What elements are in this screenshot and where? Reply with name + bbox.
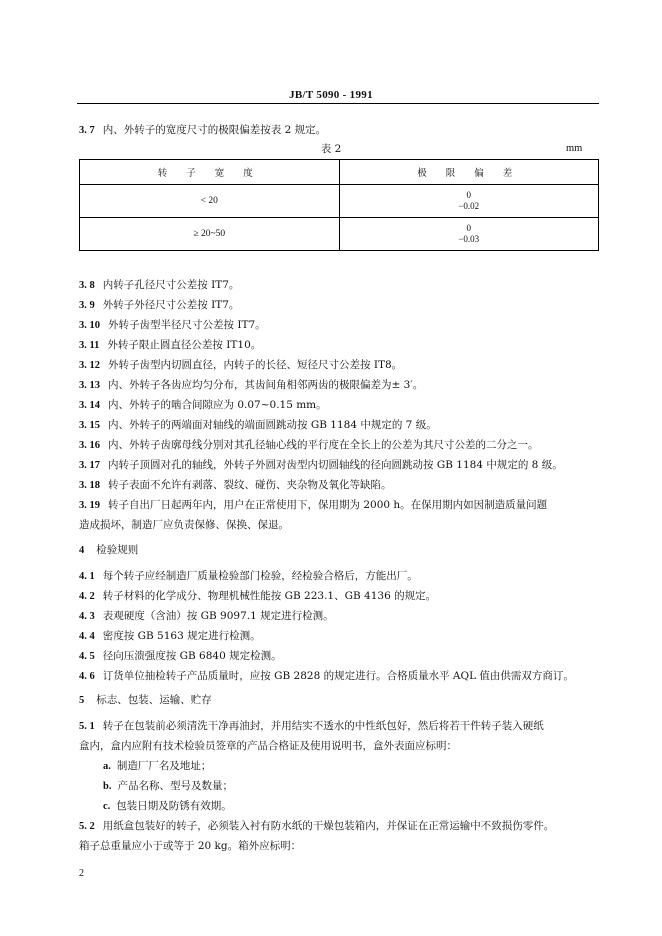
clause-5-1	[79, 719, 601, 734]
clause-number: 4. 4	[79, 631, 95, 642]
clause-number: 3. 13	[79, 380, 100, 391]
table-header-row	[80, 160, 599, 185]
clause-5-2-continued	[79, 839, 601, 853]
list-item	[103, 799, 625, 814]
item-text: 包装日期及防锈有效期。	[116, 800, 232, 812]
clause-text: 内、外转子齿廓母线分别对其孔径轴心线的平行度在全长上的公差为其尺寸公差的二分之一。	[108, 439, 539, 451]
clause-text: 订货单位抽检转子产品质量时，应按 GB 2828 的规定进行。合格质量水平 AQL 值由供需双方商订。	[102, 670, 574, 682]
clause-text: 转子表面不允许有剥落、裂纹、碰伤、夹杂物及氧化等缺陷。	[108, 479, 392, 491]
clause-3-15	[79, 418, 601, 433]
lower-deviation: −0.03	[458, 234, 480, 244]
lower-deviation: −0.02	[458, 201, 480, 211]
cell-deviation	[339, 185, 599, 218]
page-number: 2	[79, 868, 84, 879]
clause-number: 3. 9	[79, 300, 95, 311]
clause-text: 转子材料的化学成分、物理机械性能按 GB 223.1、GB 4136 的规定。	[102, 590, 437, 602]
section-number: 4	[79, 545, 85, 556]
clause-text: 造成损坏，制造厂应负责保修、保换、保退。	[79, 519, 289, 531]
table-unit: mm	[566, 143, 583, 154]
item-marker: c.	[103, 801, 111, 812]
clause-number: 5. 1	[79, 721, 95, 732]
clause-text: 表观硬度（含油）按 GB 9097.1 规定进行检测。	[102, 610, 334, 622]
clause-3-10	[79, 318, 601, 333]
item-marker: b.	[103, 781, 112, 792]
clause-text: 用纸盒包装好的转子，必须装入衬有防水纸的干燥包装箱内，并保证在正常运输中不致损伤零件。	[102, 820, 555, 832]
item-text: 产品名称、型号及数量；	[117, 780, 233, 792]
clause-text: 外转子齿型半径尺寸公差按 IT7。	[108, 319, 266, 331]
clause-number: 3. 19	[79, 500, 100, 511]
upper-deviation: 0	[466, 223, 471, 233]
clause-3-8	[79, 278, 601, 293]
clause-text: 每个转子应经制造厂质量检验部门检验，经检验合格后，方能出厂。	[102, 570, 418, 582]
clause-text: 箱子总重量应小于或等于 20 kg。箱外应标明：	[79, 840, 302, 852]
clause-number: 5. 2	[79, 821, 95, 832]
list-item	[103, 779, 625, 794]
header-limit-deviation: 极 限 偏 差	[339, 160, 599, 185]
clause-text: 转子在包装前必须清洗干净再油封，并用结实不透水的中性纸包好，然后将若干件转子装入硬纸	[102, 720, 544, 732]
clause-text: 密度按 GB 5163 规定进行检测。	[102, 630, 261, 642]
cell-width: < 20	[80, 185, 340, 218]
clause-5-1-continued	[79, 739, 601, 753]
clause-3-16	[79, 438, 601, 453]
clause-3-18	[79, 478, 601, 493]
clause-number: 4. 1	[79, 571, 95, 582]
cell-deviation	[339, 218, 599, 251]
clause-text: 内、外转子各齿应均匀分布，其齿间角相邻两齿的极限偏差为± 3′。	[108, 379, 424, 391]
table-caption: 表 2	[320, 143, 342, 155]
clause-number: 3. 14	[79, 400, 100, 411]
clause-4-2	[79, 589, 601, 604]
item-text: 制造厂厂名及地址；	[116, 760, 212, 772]
header-rotor-width: 转 子 宽 度	[80, 160, 340, 185]
clause-text: 内转子孔径尺寸公差按 IT7。	[102, 279, 240, 291]
clause-number: 3. 18	[79, 480, 100, 491]
clause-3-9	[79, 298, 601, 313]
clause-number: 4. 3	[79, 611, 95, 622]
clause-number: 3. 16	[79, 440, 100, 451]
clause-number: 3. 10	[79, 320, 100, 331]
clause-text: 径向压溃强度按 GB 6840 规定检测。	[102, 650, 282, 662]
clause-number: 4. 2	[79, 591, 95, 602]
clause-text: 外转子限止圆直径公差按 IT10。	[107, 339, 262, 351]
tolerance-table	[79, 159, 599, 251]
clause-3-13	[79, 378, 601, 393]
table-row	[80, 185, 599, 218]
clause-4-1	[79, 569, 601, 584]
clause-3-14	[79, 398, 601, 413]
clause-number: 3. 8	[79, 280, 95, 291]
clause-number: 3. 12	[79, 360, 100, 371]
clause-text: 内、外转子的啮合间隙应为 0.07~0.15 mm。	[108, 399, 327, 411]
clause-3-7	[79, 123, 601, 138]
clause-number: 4. 5	[79, 651, 95, 662]
upper-deviation: 0	[466, 190, 471, 200]
clause-5-2	[79, 819, 601, 834]
table-row	[80, 218, 599, 251]
item-marker: a.	[103, 761, 111, 772]
clause-text: 盒内，盒内应附有技术检验员签章的产品合格证及使用说明书，盒外表面应标明：	[79, 740, 457, 752]
clause-text: 内、外转子的两端面对轴线的端面圆跳动按 GB 1184 中规定的 7 级。	[108, 419, 437, 431]
clause-text: 内转子顶圆对孔的轴线，外转子外圆对齿型内切圆轴线的径向圆跳动按 GB 1184 中规定的 8 级。	[108, 459, 563, 471]
clause-3-19	[79, 498, 601, 513]
clause-4-3	[79, 609, 601, 624]
clause-3-19-continued	[79, 518, 601, 532]
clause-number: 3. 15	[79, 420, 100, 431]
clause-text: 转子自出厂日起两年内，用户在正常使用下，保用期为 2000 h。在保用期内如因制造质量问题	[108, 499, 548, 511]
clause-4-4	[79, 629, 601, 644]
clause-3-17	[79, 458, 601, 473]
clause-text: 外转子外径尺寸公差按 IT7。	[102, 299, 240, 311]
clause-number: 3. 11	[79, 340, 100, 351]
clause-number: 3. 7	[79, 125, 95, 136]
clause-3-11	[79, 338, 601, 353]
section-title: 标志、包装、运输、贮存	[96, 694, 212, 706]
clause-number: 4. 6	[79, 671, 95, 682]
clause-4-5	[79, 649, 601, 664]
section-number: 5	[79, 695, 85, 706]
list-item	[103, 759, 625, 774]
clause-4-6	[79, 669, 601, 684]
clause-text: 内、外转子的宽度尺寸的极限偏差按表 2 规定。	[102, 124, 327, 136]
section-4-heading	[79, 543, 601, 558]
clause-text: 外转子齿型内切圆直径，内转子的长径、短径尺寸公差按 IT8。	[108, 359, 403, 371]
clause-3-12	[79, 358, 601, 373]
cell-width: ≥ 20~50	[80, 218, 340, 251]
document-code-header: JB/T 5090 - 1991	[289, 89, 373, 101]
header-rule	[77, 103, 599, 104]
clause-number: 3. 17	[79, 460, 100, 471]
section-title: 检验规则	[96, 544, 139, 556]
section-5-heading	[79, 693, 601, 708]
